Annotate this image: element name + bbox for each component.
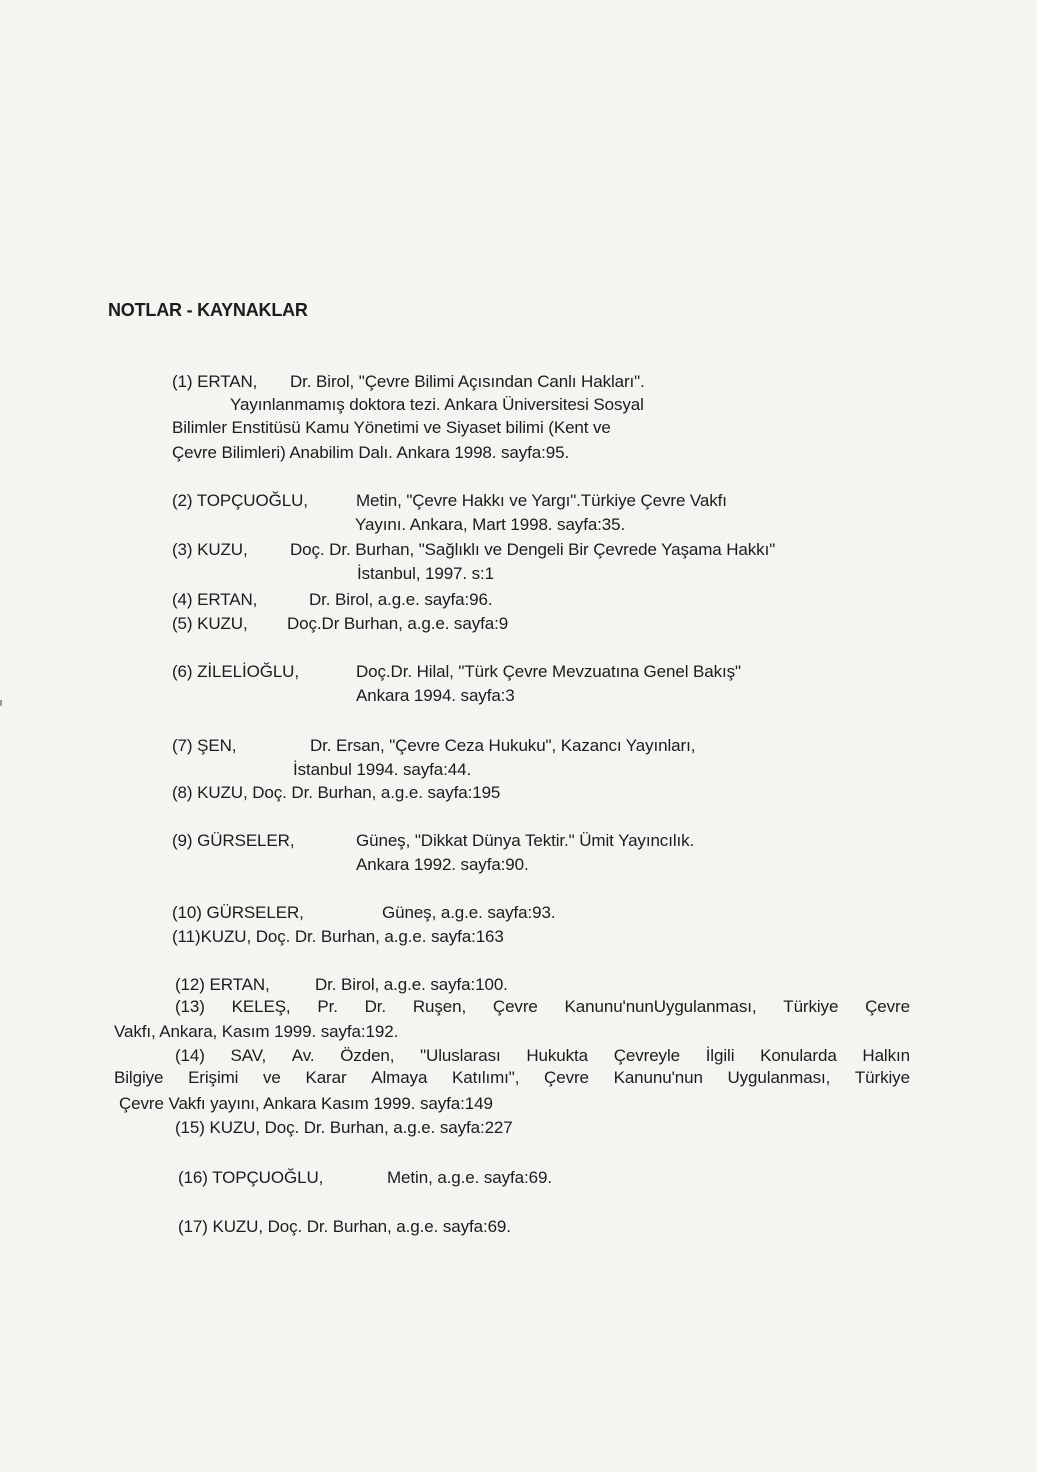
- note-word: Kanunu'nun: [613, 1068, 703, 1087]
- note-line: (17) KUZU, Doç. Dr. Burhan, a.g.e. sayfa:69.: [178, 1217, 511, 1236]
- note-word: Bilgiye: [114, 1068, 164, 1087]
- note-word: (13): [175, 997, 205, 1016]
- note-word: Uygulanması,: [727, 1068, 831, 1087]
- note-line: [175, 997, 910, 1017]
- note-word: Almaya: [371, 1068, 428, 1087]
- note-line: İstanbul 1994. sayfa:44.: [293, 760, 472, 779]
- note-line: Vakfı, Ankara, Kasım 1999. sayfa:192.: [114, 1022, 399, 1041]
- note-line: Ankara 1994. sayfa:3: [356, 686, 515, 705]
- note-word: Karar: [305, 1068, 347, 1087]
- note-word: Hukukta: [526, 1046, 588, 1065]
- note-word: SAV,: [230, 1046, 267, 1065]
- note-line-detail: Doç.Dr Burhan, a.g.e. sayfa:9: [287, 614, 509, 633]
- note-line-detail: Doç. Dr. Burhan, "Sağlıklı ve Dengeli Bir Çevrede Yaşama Hakkı": [290, 540, 776, 559]
- note-line: Çevre Bilimleri) Anabilim Dalı. Ankara 1998. sayfa:95.: [172, 443, 570, 462]
- note-line: (7) ŞEN,: [172, 736, 237, 755]
- note-word: Özden,: [340, 1046, 395, 1065]
- note-word: Katılımı",: [451, 1068, 520, 1087]
- note-line-detail: Metin, a.g.e. sayfa:69.: [387, 1168, 552, 1187]
- note-line-detail: Güneş, a.g.e. sayfa:93.: [382, 903, 556, 922]
- note-line-detail: Güneş, "Dikkat Dünya Tektir." Ümit Yayıncılık.: [356, 831, 695, 850]
- note-line: (2) TOPÇUOĞLU,: [172, 491, 308, 510]
- note-word: ve: [263, 1068, 281, 1087]
- note-line: (3) KUZU,: [172, 540, 248, 559]
- note-line: (1) ERTAN,: [172, 372, 258, 391]
- note-line-detail: Metin, "Çevre Hakkı ve Yargı".Türkiye Çevre Vakfı: [356, 491, 727, 510]
- note-line-detail: Dr. Birol, "Çevre Bilimi Açısından Canlı Hakları".: [290, 372, 645, 391]
- page-title: NOTLAR - KAYNAKLAR: [108, 300, 308, 320]
- note-line-detail: Doç.Dr. Hilal, "Türk Çevre Mevzuatına Genel Bakış": [356, 662, 741, 681]
- note-word: Av.: [291, 1046, 315, 1065]
- note-line: Ankara 1992. sayfa:90.: [356, 855, 529, 874]
- note-line-detail: Dr. Birol, a.g.e. sayfa:96.: [309, 590, 493, 609]
- note-line: (6) ZİLELİOĞLU,: [172, 662, 299, 681]
- note-line: (12) ERTAN,: [175, 975, 270, 994]
- note-word: KELEŞ,: [231, 997, 291, 1016]
- note-line: [175, 1046, 910, 1066]
- note-word: Çevre: [865, 997, 910, 1016]
- note-word: Konularda: [760, 1046, 837, 1065]
- note-line: Yayını. Ankara, Mart 1998. sayfa:35.: [355, 515, 626, 534]
- note-word: Pr.: [317, 997, 338, 1016]
- note-line: (16) TOPÇUOĞLU,: [178, 1168, 324, 1187]
- note-word: Kanunu'nunUygulanması,: [564, 997, 757, 1016]
- note-word: Türkiye: [783, 997, 839, 1016]
- note-line: Çevre Vakfı yayını, Ankara Kasım 1999. sayfa:149: [119, 1094, 493, 1113]
- note-line: İstanbul, 1997. s:1: [357, 564, 495, 583]
- scan-margin-mark: [0, 700, 2, 706]
- note-word: Çevreyle: [613, 1046, 680, 1065]
- note-line: (11)KUZU, Doç. Dr. Burhan, a.g.e. sayfa:163: [172, 927, 504, 946]
- note-word: "Uluslarası: [420, 1046, 501, 1065]
- note-line-detail: Dr. Ersan, "Çevre Ceza Hukuku", Kazancı Yayınları,: [310, 736, 696, 755]
- note-word: Dr.: [364, 997, 387, 1016]
- note-line: Yayınlanmamış doktora tezi. Ankara Üniversitesi Sosyal: [230, 395, 644, 414]
- note-word: Halkın: [862, 1046, 910, 1065]
- note-word: Ruşen,: [412, 997, 467, 1016]
- note-word: Çevre: [492, 997, 538, 1016]
- note-line: (9) GÜRSELER,: [172, 831, 295, 850]
- note-line: [114, 1068, 910, 1088]
- note-word: İlgili: [705, 1046, 735, 1065]
- note-line: Bilimler Enstitüsü Kamu Yönetimi ve Siyaset bilimi (Kent ve: [172, 418, 611, 437]
- note-line: (4) ERTAN,: [172, 590, 258, 609]
- note-line: (10) GÜRSELER,: [172, 903, 304, 922]
- note-word: (14): [175, 1046, 205, 1065]
- note-line: (15) KUZU, Doç. Dr. Burhan, a.g.e. sayfa:227: [175, 1118, 513, 1137]
- note-line: (8) KUZU, Doç. Dr. Burhan, a.g.e. sayfa:195: [172, 783, 501, 802]
- note-line: (5) KUZU,: [172, 614, 248, 633]
- note-word: Türkiye: [854, 1068, 910, 1087]
- note-word: Erişimi: [188, 1068, 239, 1087]
- note-line-detail: Dr. Birol, a.g.e. sayfa:100.: [315, 975, 508, 994]
- note-word: Çevre: [544, 1068, 589, 1087]
